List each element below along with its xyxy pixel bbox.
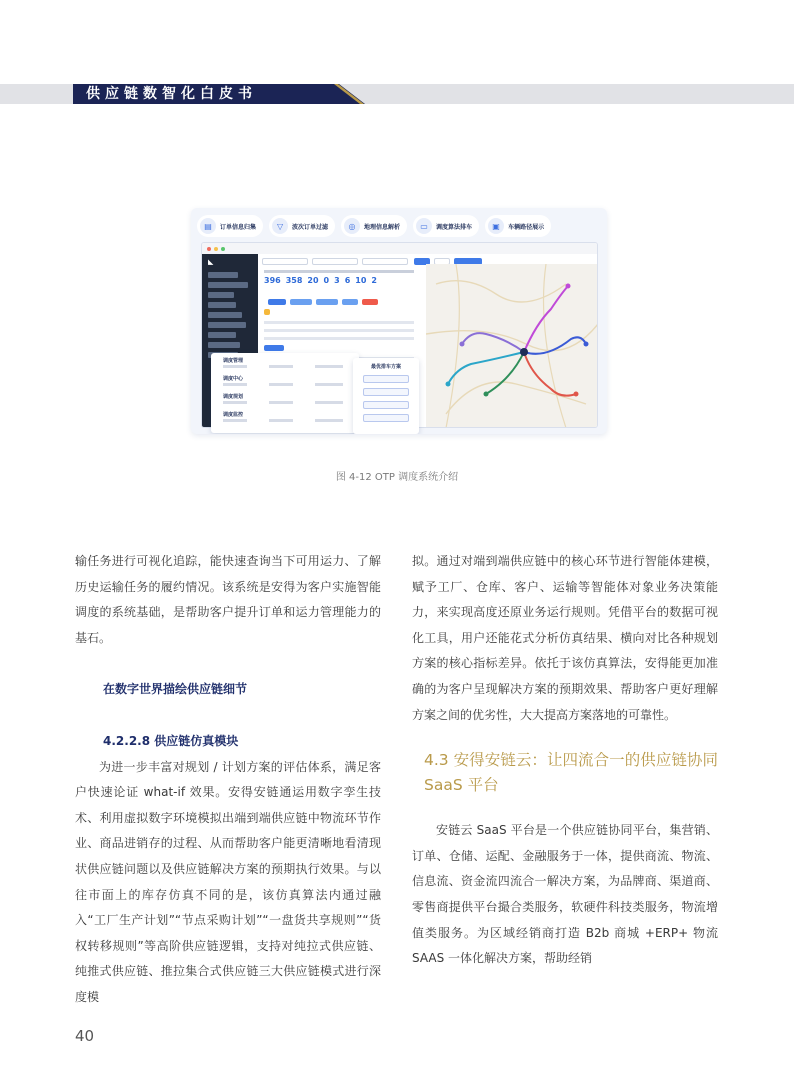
subsection-heading: 4.2.2.8 供应链仿真模块 xyxy=(103,733,239,748)
dispatch-menu-card xyxy=(211,353,359,433)
right-column xyxy=(412,549,718,972)
section-heading: 在数字世界描绘供应链细节 xyxy=(103,682,248,697)
route-doc-icon: ▣ xyxy=(488,218,504,234)
stop-marker xyxy=(484,392,489,397)
map-road xyxy=(446,382,586,414)
menu-row xyxy=(217,411,353,425)
stop-marker xyxy=(566,284,571,289)
optimal-plan-card xyxy=(353,358,419,434)
body-paragraph: 安链云 SaaS 平台是一个供应链协同平台，集营销、订单、仓储、运配、金融服务于一体，提供商流、物流、信息流、资金流四流合一解决方案，为品牌商、渠道商、零售商提供平台撮合类服务，软硬件科技类服务，物流增值类服务。为区域经销商打造 B2b 商城 +ERP+ 物流 SAAS 一体化解决方案，帮助经销 xyxy=(412,823,718,966)
window-max-dot xyxy=(221,247,225,251)
process-toolbar xyxy=(197,215,601,237)
stat-value: 20 xyxy=(307,276,319,285)
stat-values xyxy=(264,276,377,285)
menu-row-sub xyxy=(223,401,247,404)
stat-labels xyxy=(264,270,414,273)
stat-value: 2 xyxy=(371,276,377,285)
body-paragraph: 为进一步丰富对规划 / 计划方案的评估体系，满足客户快速论证 what-if 效果。安得安链通运用数字孪生技术、利用虚拟数字环境模拟出端到端供应链中物流环节作业、商品进销存的过程、从而帮助客户能更清晰地看清现状供应链问题以及供应链解决方案的预期执行效果。与以往市面上的库存仿真不同的是，该仿真算法内通过融入“工厂生产计划”“节点采购计划”“一盘货共享规则”“货权转移规则”等高阶供应链逻辑，支持对纯拉式供应链、纯推式供应链、推拉集合式供应链三大供应链模式进行深度模 xyxy=(75,759,381,1004)
toolbar-step xyxy=(413,215,479,237)
plan-option-button xyxy=(363,388,409,396)
toolbar-step xyxy=(341,215,407,237)
window-titlebar xyxy=(202,243,598,254)
stop-marker xyxy=(460,342,465,347)
plan-option-button xyxy=(363,414,409,422)
body-paragraph: 拟。通过对端到端供应链中的核心环节进行智能体建模，赋予工厂、仓库、客户、运输等智能体对象业务决策能力，来实现高度还原业务运行规则。凭借平台的数据可视化工具，用户还能花式分析仿真结果、横向对比各种规划方案的核心指标差异。依托于该仿真算法，安得能更加准确的为客户呈现解决方案的预期效果、帮助客户更好理解方案之间的优劣性，大大提高方案落地的可靠性。 xyxy=(412,554,718,722)
menu-row xyxy=(217,393,353,407)
menu-row-sub xyxy=(315,401,343,404)
action-pill xyxy=(362,299,378,305)
window-close-dot xyxy=(207,247,211,251)
location-pin-icon: ◎ xyxy=(344,218,360,234)
toolbar-step-label: 订单信息归集 xyxy=(220,223,257,231)
toolbar-step-label: 调度算法排车 xyxy=(436,223,473,231)
plan-option-button xyxy=(363,401,409,409)
menu-row-sub xyxy=(315,419,343,422)
menu-row xyxy=(217,375,353,389)
menu-row xyxy=(217,357,353,371)
toolbar-step xyxy=(197,215,263,237)
running-header-title: 供应链数智化白皮书 xyxy=(86,86,257,102)
route-line xyxy=(448,352,524,384)
toolbar-step xyxy=(269,215,335,237)
sidebar-item xyxy=(208,292,234,298)
menu-row-sub xyxy=(315,383,343,386)
menu-row-title: 调度规划 xyxy=(223,394,244,400)
sidebar-item xyxy=(208,302,236,308)
sidebar-item xyxy=(208,342,240,348)
menu-row-sub xyxy=(223,383,247,386)
clipboard-icon: ▤ xyxy=(200,218,216,234)
body-paragraph: 输任务进行可视化追踪，能快速查询当下可用运力、了解历史运输任务的履约情况。该系统是安得为客户实施智能调度的系统基础，是帮助客户提升订单和运力管理能力的基石。 xyxy=(75,554,381,645)
section-title: 4.3 安得安链云：让四流合一的供应链协同 SaaS 平台 xyxy=(424,751,718,795)
filter-input xyxy=(262,258,308,265)
sidebar-item xyxy=(208,332,236,338)
panel-line xyxy=(264,321,414,324)
panel-line xyxy=(264,337,414,340)
menu-row-title: 调度监控 xyxy=(223,412,244,418)
map-road xyxy=(446,264,459,428)
truck-icon: ▭ xyxy=(416,218,432,234)
page-number: 40 xyxy=(75,1027,95,1045)
menu-row-sub xyxy=(269,365,293,368)
tab-pill xyxy=(264,345,284,351)
figure-caption: 图 4-12 OTP 调度系统介绍 xyxy=(335,472,459,483)
route-line xyxy=(486,352,524,394)
stop-marker xyxy=(584,342,589,347)
filter-icon: ▽ xyxy=(272,218,288,234)
route-line xyxy=(462,333,524,352)
stat-value: 10 xyxy=(355,276,367,285)
route-map-svg xyxy=(426,264,598,428)
action-pill xyxy=(290,299,312,305)
sidebar-item xyxy=(208,272,238,278)
toolbar-step-label: 地理信息解析 xyxy=(364,223,401,231)
app-logo-icon: ◣ xyxy=(208,258,214,266)
menu-row-sub xyxy=(315,365,343,368)
toolbar-step xyxy=(485,215,551,237)
action-pill xyxy=(342,299,358,305)
stat-value: 3 xyxy=(334,276,340,285)
left-column xyxy=(75,549,381,1011)
route-line xyxy=(524,352,576,396)
menu-row-title: 调度管理 xyxy=(223,358,244,364)
stat-value: 0 xyxy=(323,276,330,285)
plan-card-title: 最优排车方案 xyxy=(370,364,401,370)
panel-line xyxy=(264,329,414,332)
toolbar-step-label: 车辆路径展示 xyxy=(508,223,545,231)
stop-marker xyxy=(446,382,451,387)
action-pill xyxy=(268,299,286,305)
warning-dot xyxy=(264,309,270,315)
filter-input xyxy=(312,258,358,265)
depot-marker xyxy=(520,348,528,356)
window-min-dot xyxy=(214,247,218,251)
action-pill xyxy=(316,299,338,305)
sidebar-item xyxy=(208,282,248,288)
toolbar-step-label: 波次订单过滤 xyxy=(292,223,329,231)
menu-row-sub xyxy=(223,365,247,368)
menu-row-sub xyxy=(269,419,293,422)
menu-row-title: 调度中心 xyxy=(223,376,244,382)
map-road xyxy=(436,281,566,302)
menu-row-sub xyxy=(269,401,293,404)
otp-system-figure xyxy=(191,208,607,434)
map-road xyxy=(426,324,598,351)
stop-marker xyxy=(574,392,579,397)
route-line xyxy=(524,337,586,353)
menu-row-sub xyxy=(269,383,293,386)
filter-input xyxy=(362,258,408,265)
route-map xyxy=(426,264,598,428)
stat-value: 358 xyxy=(285,276,303,285)
sidebar-item xyxy=(208,312,242,318)
sidebar-item xyxy=(208,322,246,328)
stat-value: 396 xyxy=(264,276,281,285)
stat-value: 6 xyxy=(344,276,351,285)
plan-option-button xyxy=(363,375,409,383)
menu-row-sub xyxy=(223,419,247,422)
